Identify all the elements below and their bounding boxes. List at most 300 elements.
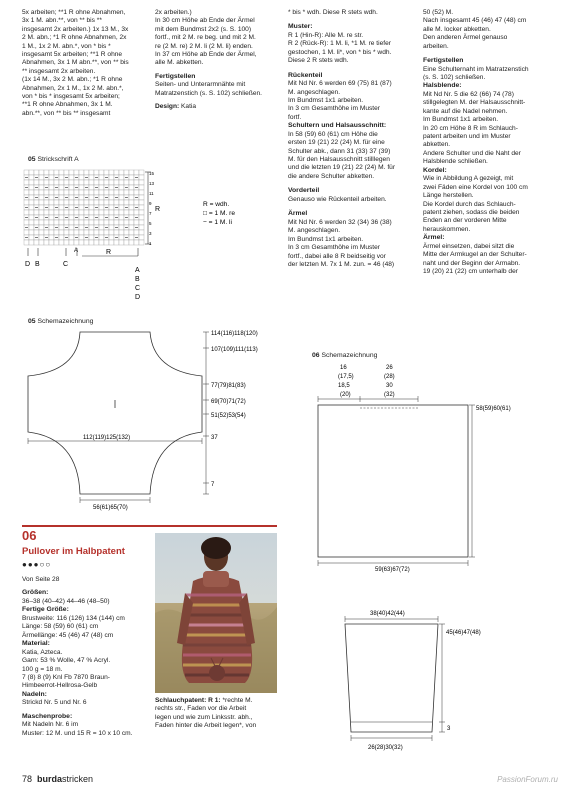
chart-cell [59, 240, 64, 245]
chart-cell [29, 195, 34, 200]
col3-muster-text: R 1 (Hin-R): Alle M. re str. R 2 (Rück-R): 1 M. li, *1 M. re tiefer gestochen, 1 M. li*, von * bis * wdh. Diese 2 R stets wdh. [288, 32, 392, 65]
chart-cell [29, 230, 34, 235]
chart-cell [119, 185, 124, 190]
chart-cell [79, 240, 84, 245]
chart-cell [134, 220, 139, 225]
chart-cell [79, 215, 84, 220]
chart-cell [44, 210, 49, 215]
chart-cell [99, 190, 104, 195]
col4-aermel-text: Ärmel einsetzen, dabei sitzt die Mitte der Armkugel an der Schulter- naht und der Beginn der Armabn. 19 (20) 21 (22) cm unterhalb der [423, 242, 527, 275]
chart-cell [104, 210, 109, 215]
chart-cell [124, 190, 129, 195]
chart-cell [134, 170, 139, 175]
schema06-top1-b: (17,5) [338, 374, 354, 380]
chart-cell [49, 230, 54, 235]
chart-cell [119, 205, 124, 210]
chart-cell [79, 195, 84, 200]
col4-text-a: 50 (52) M. Nach insgesamt 45 (46) 47 (48) cm alle M. locker abketten. Den anderen Ärmel genauso arbeiten. [423, 9, 527, 50]
chart-cell [139, 185, 144, 190]
chart-cell [54, 200, 59, 205]
chart-cell [29, 175, 34, 180]
chart-cell [39, 185, 44, 190]
chart-cell [109, 175, 114, 180]
chart-cell [124, 240, 129, 245]
fertig-heading: Fertige Größe: [22, 606, 69, 614]
chart-cell [79, 200, 84, 205]
chart-cell [94, 190, 99, 195]
schema05-caption [28, 318, 93, 326]
chart-cell [29, 235, 34, 240]
schema05-dim-1: 114(116)118(120) [211, 331, 258, 337]
chart-cell [94, 220, 99, 225]
chart-cell [54, 210, 59, 215]
chart-cell [134, 190, 139, 195]
design-value: Katia [181, 103, 197, 111]
chart-cell [49, 185, 54, 190]
chart-cell [29, 210, 34, 215]
chart-cell [34, 190, 39, 195]
chart-cell [99, 240, 104, 245]
chart-cell [39, 215, 44, 220]
chart-cell [99, 195, 104, 200]
chart-cell [109, 195, 114, 200]
legend-line-2: □ = 1 M. re [203, 210, 236, 217]
chart-cell [129, 235, 134, 240]
chart-cell [69, 170, 74, 175]
chart-cell [39, 240, 44, 245]
schema05-width-mid: 112(119)125(132) [83, 435, 131, 441]
chart-cell [84, 190, 89, 195]
chart-cell [139, 235, 144, 240]
chart-cell [29, 190, 34, 195]
chart-cell [139, 230, 144, 235]
chart-cell [79, 170, 84, 175]
chart-cell [59, 210, 64, 215]
schema05-width-bottom: 56(61)65(70) [93, 505, 128, 511]
chart-cell [64, 190, 69, 195]
chart-cell [139, 190, 144, 195]
chart-cell [109, 210, 114, 215]
col4 [423, 9, 553, 276]
chart-cell [79, 230, 84, 235]
schema06-top2-b: (28) [384, 374, 395, 380]
maschen-text: Mit Nadeln Nr. 6 im Muster: 12 M. und 15 R = 10 x 10 cm. [22, 721, 133, 737]
chart-cell [114, 200, 119, 205]
chart-cell [59, 220, 64, 225]
chart-cell [129, 225, 134, 230]
chart-cell [89, 195, 94, 200]
schema06-sleeve-cuff: 3 [447, 726, 451, 732]
chart05-caption-num: 05 [28, 156, 36, 163]
chart-cell [39, 195, 44, 200]
chart-cell [114, 230, 119, 235]
chart-cell [104, 240, 109, 245]
chart-cell [89, 215, 94, 220]
chart-cell [89, 225, 94, 230]
nadeln-heading: Nadeln: [22, 690, 47, 698]
schema06-caption-num: 06 [312, 352, 320, 359]
fertig-text: Brustweite: 116 (126) 134 (144) cm Länge: 58 (59) 60 (61) cm Ärmellänge: 45 (46) 47 (48) cm [22, 615, 125, 639]
col2-fertig-text: Seiten- und Unterarmnähte mit Matratzenstich (s. S. 102) schließen. [155, 81, 263, 97]
chart-cell [119, 225, 124, 230]
chart-cell [99, 220, 104, 225]
chart-cell [124, 170, 129, 175]
chart-cell [69, 185, 74, 190]
chart-cell [69, 215, 74, 220]
col2-top [155, 9, 290, 112]
chart-cell [44, 230, 49, 235]
col3-schultern-text: In 58 (59) 60 (61) cm Höhe die ersten 19 (21) 22 (24) M. für eine Schulter abk., dann 31 (33) 37 (39) M. für den Halsausschnitt stilllegen und die letzten 19 (21) 22 (24) M. für die andere Schulter abketten. [288, 130, 396, 180]
chart-cell [139, 225, 144, 230]
chart-right-b: B [135, 276, 140, 283]
chart-cell [64, 240, 69, 245]
brand-normal: stricken [62, 774, 94, 784]
chart-cell [74, 240, 79, 245]
schema06-height: 58(59)60(61) [476, 406, 511, 412]
chart-row-number: 13 [149, 181, 155, 186]
chart-cell [119, 215, 124, 220]
chart-cell [49, 205, 54, 210]
chart-cell [49, 225, 54, 230]
chart-cell [34, 230, 39, 235]
schema06-top1-c: 18,5 [338, 383, 350, 389]
chart-cell [129, 175, 134, 180]
col3-muster-heading: Muster: [288, 23, 313, 31]
chart-cell [79, 175, 84, 180]
chart-cell [129, 205, 134, 210]
chart-cell [69, 190, 74, 195]
chart-bottom-r: R [106, 249, 112, 256]
chart-cell [134, 200, 139, 205]
footer-line [22, 774, 93, 784]
chart-cell [109, 180, 114, 185]
chart-cell [139, 180, 144, 185]
chart-cell [94, 170, 99, 175]
chart-cell [74, 170, 79, 175]
chart-cell [109, 190, 114, 195]
chart-cell [59, 190, 64, 195]
groessen-heading: Größen: [22, 589, 49, 597]
chart-cell [94, 180, 99, 185]
chart-cell [49, 170, 54, 175]
chart-row-number: 15 [149, 171, 155, 176]
schema06-sleeve-height: 45(46)47(48) [446, 630, 481, 636]
chart-cell [39, 225, 44, 230]
chart-cell [109, 230, 114, 235]
chart-cell [29, 225, 34, 230]
chart-cell [54, 180, 59, 185]
chart-cell [89, 180, 94, 185]
chart05-caption [28, 156, 79, 164]
chart-cell [134, 180, 139, 185]
chart-cell [74, 180, 79, 185]
chart-cell [24, 200, 29, 205]
chart-cell [114, 220, 119, 225]
chart-cell [84, 230, 89, 235]
col2-fertig-heading: Fertigstellen [155, 72, 196, 80]
chart-cell [109, 200, 114, 205]
chart-cell [69, 240, 74, 245]
chart-cell [99, 185, 104, 190]
chart-letter-a: A [74, 248, 79, 254]
chart-cell [39, 230, 44, 235]
pullover-photo [155, 533, 277, 693]
col3-ruecken-text: Mit Nd Nr. 6 werden 69 (75) 81 (87) M. angeschlagen. Im Bundmst 1x1 arbeiten. In 3 cm Gesamthöhe im Muster fortf. [288, 80, 392, 121]
chart-cell [24, 220, 29, 225]
chart-cell [109, 240, 114, 245]
chart-cell [139, 220, 144, 225]
chart-cell [74, 220, 79, 225]
col4-fertig-heading: Fertigstellen [423, 57, 464, 65]
chart-cell [64, 220, 69, 225]
chart-grid [24, 170, 144, 245]
chart-r-label: R [155, 206, 161, 213]
section-rule [22, 525, 277, 527]
chart-cell [89, 170, 94, 175]
chart-cell [79, 225, 84, 230]
chart-cell [129, 185, 134, 190]
chart-cell [54, 230, 59, 235]
chart-row-numbers [149, 171, 155, 246]
chart-cell [59, 180, 64, 185]
chart-cell [99, 230, 104, 235]
chart-cell [124, 200, 129, 205]
chart-cell [109, 235, 114, 240]
chart-cell [29, 205, 34, 210]
chart-cell [29, 185, 34, 190]
chart-cell [44, 220, 49, 225]
chart-cell [64, 200, 69, 205]
chart-cell [39, 235, 44, 240]
schema06-top2-c: 30 [386, 383, 393, 389]
chart-cell [39, 200, 44, 205]
chart-cell [69, 220, 74, 225]
chart-cell [74, 200, 79, 205]
chart-cell [24, 240, 29, 245]
chart-right-c: C [135, 285, 141, 292]
chart-right-d: D [135, 294, 141, 301]
pattern-title: Pullover im Halbpatent [22, 546, 125, 557]
chart-cell [69, 205, 74, 210]
chart-cell [99, 170, 104, 175]
schlauchpatent-heading: Schlauchpatent: R 1: [155, 697, 221, 704]
chart-cell [119, 195, 124, 200]
chart-cell [29, 215, 34, 220]
chart-cell [139, 205, 144, 210]
chart-cell [119, 210, 124, 215]
chart-cell [139, 195, 144, 200]
schema-05-drawing [18, 326, 288, 514]
chart-cell [44, 240, 49, 245]
legend-line-3: − = 1 M. li [203, 219, 232, 226]
chart-row-number: 1 [149, 241, 152, 246]
chart-cell [59, 185, 64, 190]
legend-line-1: R = wdh. [203, 201, 230, 208]
chart-cell [79, 235, 84, 240]
chart-cell [119, 170, 124, 175]
chart-cell [54, 170, 59, 175]
chart-cell [39, 170, 44, 175]
chart-cell [99, 235, 104, 240]
chart-cell [24, 170, 29, 175]
chart-cell [89, 200, 94, 205]
chart-cell [59, 200, 64, 205]
chart-cell [44, 170, 49, 175]
chart-cell [59, 205, 64, 210]
chart-cell [94, 230, 99, 235]
chart-cell [139, 175, 144, 180]
photo-illustration [155, 533, 277, 693]
chart-cell [29, 200, 34, 205]
chart05-caption-text: Strickschrift A [37, 156, 79, 163]
chart-cell [129, 200, 134, 205]
chart-cell [34, 180, 39, 185]
chart-cell [79, 220, 84, 225]
chart-row-number: 9 [149, 201, 152, 206]
page-number: 78 [22, 774, 33, 784]
chart-cell [114, 240, 119, 245]
chart-cell [139, 170, 144, 175]
chart-cell [79, 190, 84, 195]
chart-cell [69, 180, 74, 185]
chart-cell [79, 185, 84, 190]
brand-bold: burda [37, 774, 63, 784]
chart-cell [49, 175, 54, 180]
chart-letter-d: D [25, 261, 31, 268]
chart-cell [49, 195, 54, 200]
chart-cell [109, 205, 114, 210]
chart-cell [79, 205, 84, 210]
schema05-dim-3: 77(79)81(83) [211, 383, 246, 389]
chart-cell [74, 210, 79, 215]
chart-cell [39, 210, 44, 215]
chart-cell [134, 230, 139, 235]
chart-cell [109, 220, 114, 225]
chart-cell [64, 170, 69, 175]
chart-cell [119, 175, 124, 180]
chart-cell [39, 175, 44, 180]
chart-cell [89, 220, 94, 225]
chart-cell [64, 210, 69, 215]
chart-cell [139, 210, 144, 215]
chart-cell [39, 220, 44, 225]
chart-cell [69, 230, 74, 235]
col1-top-text: 5x arbeiten; **1 R ohne Abnahmen, 3x 1 M. abn.**, von ** bis ** insgesamt 2x arbeiten.) 1x 13 M., 3x 2 M. abn.; *1 R ohne Abnahmen, 2x 1 M., 1x 2 M. abn.*, von * bis * insgesamt 5x arbeiten; **1 R ohne Abnahmen, 3x 1 M abn.**, von ** bis ** insgesamt 2x arbeiten. (1x 14 M., 3x 2 M. abn.; *1 R ohne Abnahmen, 2x 1 M., 1x 2 M. abn.*, von * bis * insgesamt 5x arbeiten; **1 R ohne Abnahmen, 3x 1 M. abn.**, von ** bis ** insgesamt [22, 9, 129, 117]
chart-cell [69, 210, 74, 215]
chart-cell [99, 175, 104, 180]
chart-cell [89, 175, 94, 180]
col4-aermel-heading: Ärmel: [423, 234, 445, 242]
chart-cell [89, 240, 94, 245]
col3-aermel-heading: Ärmel [288, 210, 308, 218]
chart-cell [69, 195, 74, 200]
chart-cell [69, 235, 74, 240]
nadeln-text: Strickd Nr. 5 und Nr. 6 [22, 699, 87, 707]
schema05-dim-2: 107(109)111(113) [211, 347, 258, 353]
chart-cell [104, 220, 109, 225]
chart-cell [114, 180, 119, 185]
chart-cell [139, 240, 144, 245]
chart-cell [134, 240, 139, 245]
chart-cell [64, 180, 69, 185]
chart-letter-b: B [35, 261, 40, 268]
chart-cell [79, 180, 84, 185]
col3-schultern-heading: Schultern und Halsausschnitt: [288, 122, 387, 130]
col3-ruecken-heading: Rückenteil [288, 71, 323, 79]
difficulty-dots: ●●●○○ [22, 560, 52, 569]
chart-cell [64, 230, 69, 235]
chart-cell [59, 235, 64, 240]
chart-cell [74, 230, 79, 235]
chart-cell [69, 175, 74, 180]
chart-cell [114, 170, 119, 175]
chart-cell [24, 210, 29, 215]
chart-cell [129, 190, 134, 195]
chart-cell [84, 170, 89, 175]
chart-cell [109, 225, 114, 230]
chart-cell [124, 180, 129, 185]
chart-cell [89, 190, 94, 195]
chart-cell [59, 170, 64, 175]
chart-cell [129, 210, 134, 215]
chart-cell [34, 210, 39, 215]
schema05-caption-text: Schemazeichnung [37, 318, 94, 325]
chart-cell [129, 220, 134, 225]
chart-cell [99, 215, 104, 220]
chart-cell [29, 170, 34, 175]
schlauchpatent-text [155, 697, 280, 731]
schema06-top1-a: 16 [340, 365, 347, 371]
col3 [288, 9, 413, 269]
chart-cell [89, 230, 94, 235]
chart-cell [24, 230, 29, 235]
chart-cell [139, 215, 144, 220]
schema05-dim-5: 51(52)53(54) [211, 413, 246, 419]
schema06-top1-d: (20) [340, 392, 351, 398]
chart-cell [74, 190, 79, 195]
chart-cell [59, 175, 64, 180]
chart-cell [94, 240, 99, 245]
chart-row-number: 3 [149, 231, 152, 236]
chart-cell [44, 190, 49, 195]
chart-cell [59, 195, 64, 200]
chart-cell [119, 240, 124, 245]
chart-cell [39, 180, 44, 185]
chart-cell [44, 180, 49, 185]
schema06-sleeve-top: 38(40)42(44) [370, 611, 405, 617]
chart-cell [49, 210, 54, 215]
schlauchpatent-body: *rechte M. rechts str., Faden vor die Arbeit legen und wie zum Linksstr. abh., Faden hinter die Arbeit legen*, von [155, 697, 257, 730]
maschen-heading: Maschenprobe: [22, 712, 73, 720]
chart-cell [44, 200, 49, 205]
chart-cell [129, 180, 134, 185]
chart-cell [54, 240, 59, 245]
chart-cell [89, 235, 94, 240]
chart-cell [49, 220, 54, 225]
chart-cell [29, 180, 34, 185]
schema-06-drawing [300, 360, 560, 755]
col4-kordel-text: Wie in Abbildung A gezeigt, mit zwei Fäden eine Kordel von 100 cm Länge herstellen. Die Kordel durch das Schlauch- patent ziehen, sodass die beiden Enden an der vorderen Mitte herauskommen. [423, 175, 528, 233]
col4-hals-heading: Halsblende: [423, 82, 462, 90]
chart-cell [109, 170, 114, 175]
schema06-caption [312, 352, 377, 360]
chart-cell [49, 235, 54, 240]
chart-cell [79, 210, 84, 215]
schlauchpatent-block [155, 697, 280, 731]
chart-cell [84, 200, 89, 205]
watermark: PassionForum.ru [497, 775, 558, 784]
chart-cell [89, 185, 94, 190]
